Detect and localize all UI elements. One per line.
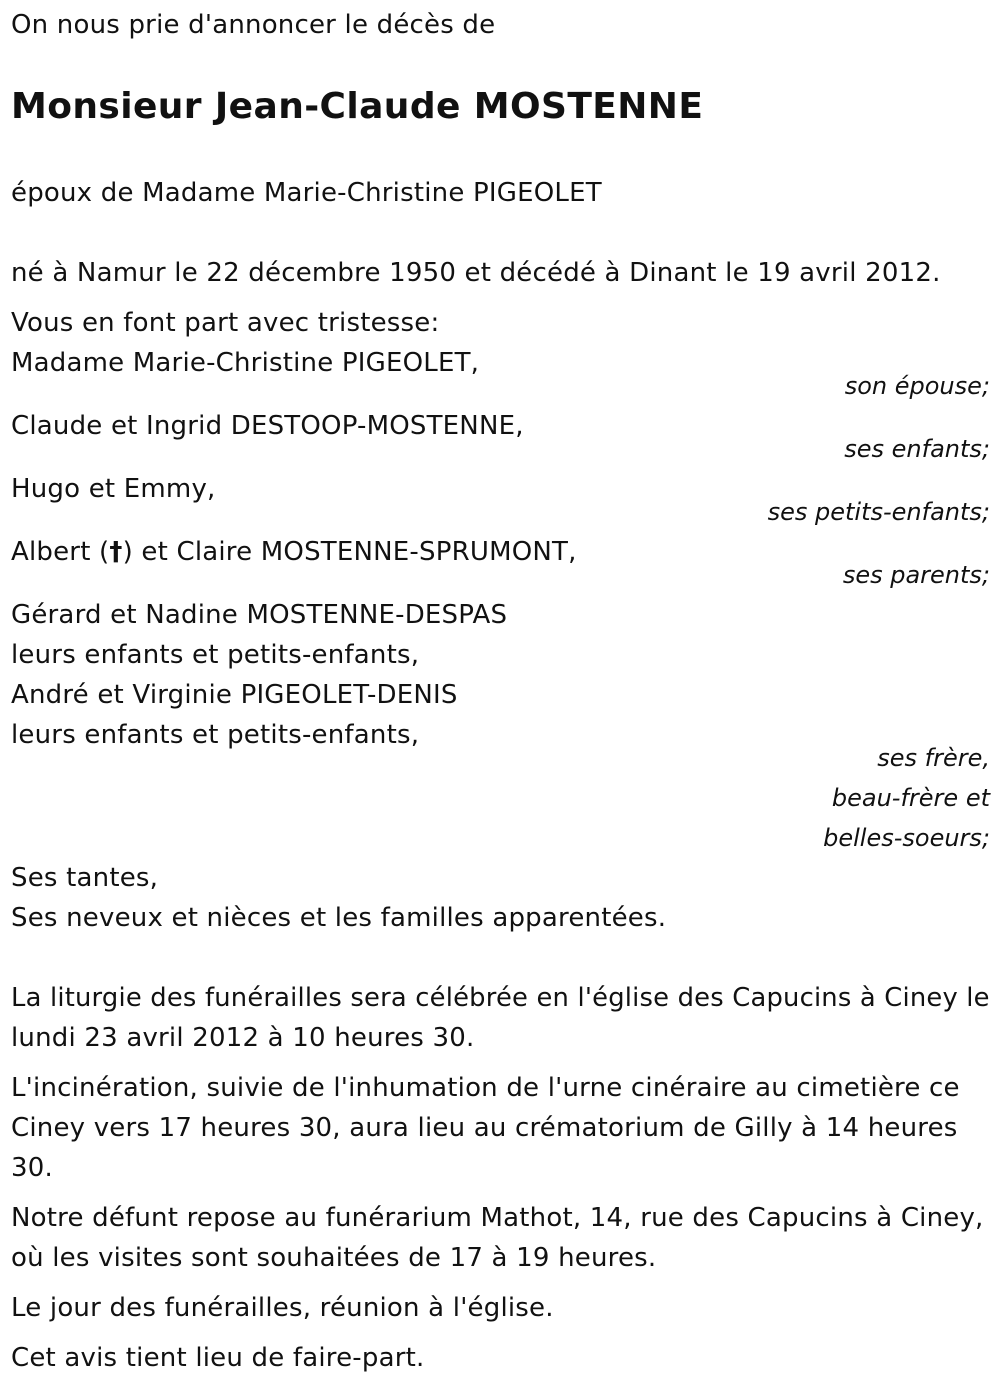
relation-parents: ses parents; [842, 561, 990, 589]
relation-siblings-2: beau-frère et [831, 784, 990, 812]
rest-line-2: où les visites sont souhaitées de 17 à 19 heures. [11, 1243, 657, 1273]
cross-icon: † [109, 537, 123, 567]
cremation-line-2: Ciney vers 17 heures 30, aura lieu au crématorium de Gilly à 14 heures [11, 1113, 958, 1143]
family-grandchildren: Hugo et Emmy, [11, 474, 216, 504]
relation-grandchildren: ses petits-enfants; [767, 498, 990, 526]
relation-children: ses enfants; [844, 435, 990, 463]
relation-siblings-3: belles-soeurs; [823, 824, 990, 852]
cremation-line-1: L'incinération, suivie de l'inhumation de l'urne cinéraire au cimetière ce [11, 1073, 960, 1103]
family-nephews: Ses neveux et nièces et les familles apparentées. [11, 903, 667, 933]
birth-death-line: né à Namur le 22 décembre 1950 et décédé à Dinant le 19 avril 2012. [11, 258, 941, 288]
relation-siblings-1: ses frère, [877, 744, 990, 772]
liturgy-line-1: La liturgie des funérailles sera célébrée en l'église des Capucins à Ciney le [11, 983, 990, 1013]
family-spouse: Madame Marie-Christine PIGEOLET, [11, 348, 480, 378]
family-sibling-1-children: leurs enfants et petits-enfants, [11, 640, 420, 670]
parents-mother: ) et Claire MOSTENNE-SPRUMONT, [122, 537, 577, 567]
family-children: Claude et Ingrid DESTOOP-MOSTENNE, [11, 411, 524, 441]
obituary-notice [11, 0, 990, 1391]
family-sibling-2: André et Virginie PIGEOLET-DENIS [11, 680, 458, 710]
share-intro: Vous en font part avec tristesse: [11, 308, 440, 338]
family-parents [11, 532, 577, 572]
rest-line-1: Notre défunt repose au funérarium Mathot, 14, rue des Capucins à Ciney, [11, 1203, 984, 1233]
family-sibling-2-children: leurs enfants et petits-enfants, [11, 720, 420, 750]
family-aunts: Ses tantes, [11, 863, 159, 893]
spouse-line: époux de Madame Marie-Christine PIGEOLET [11, 178, 602, 208]
cremation-line-3: 30. [11, 1153, 53, 1183]
family-sibling-1: Gérard et Nadine MOSTENNE-DESPAS [11, 600, 508, 630]
relation-spouse: son épouse; [844, 372, 990, 400]
closing-line: Cet avis tient lieu de faire-part. [11, 1343, 425, 1373]
intro-text: On nous prie d'annoncer le décès de [11, 10, 496, 40]
deceased-name: Monsieur Jean-Claude MOSTENNE [11, 86, 704, 127]
liturgy-line-2: lundi 23 avril 2012 à 10 heures 30. [11, 1023, 475, 1053]
meeting-line: Le jour des funérailles, réunion à l'église. [11, 1293, 554, 1323]
parents-father: Albert ( [11, 537, 110, 567]
